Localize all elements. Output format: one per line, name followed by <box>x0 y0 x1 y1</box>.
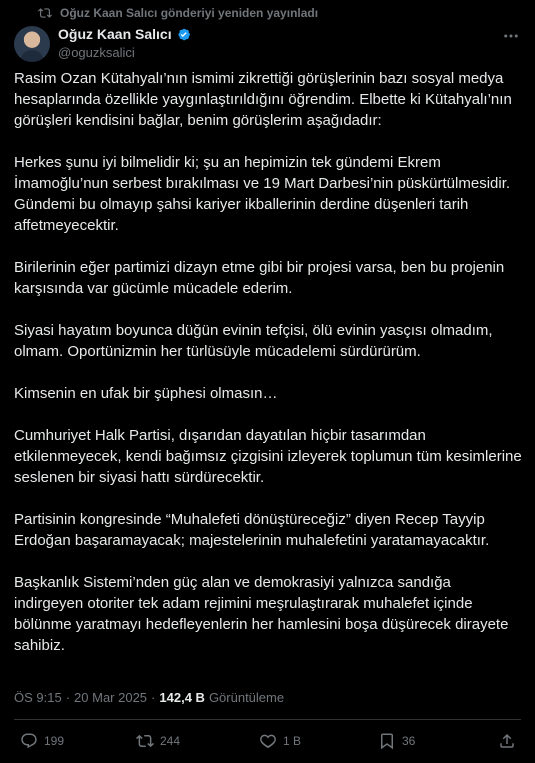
reply-button[interactable] <box>20 732 64 750</box>
repost-count: 244 <box>160 734 181 748</box>
tweet-paragraph: Cumhuriyet Halk Partisi, dışarıdan dayatılan hiçbir tasarımdan etkilenmeyecek, kendi bağımsız çizgisini izleyerek toplumun tüm kesimlerine seslenen bir siyasi hattı sürdürecektir. <box>14 427 522 486</box>
bookmark-icon <box>378 732 396 750</box>
more-options-button[interactable] <box>501 28 521 44</box>
bookmark-button[interactable] <box>378 732 415 750</box>
repost-icon <box>136 732 154 750</box>
avatar[interactable] <box>14 26 50 62</box>
tweet-paragraph: Rasim Ozan Kütahyalı’nın ismimi zikrettiği görüşlerinin bazı sosyal medya hesaplarında özellikle yaygınlaştırıldığını öğrendim. Elbette ki Kütahyalı’nın görüşleri kendisini bağlar, benim görüşlerim aşağıdadır: <box>14 70 512 129</box>
tweet-paragraph: Partisinin kongresinde “Muhalefeti dönüştüreceğiz” diyen Recep Tayyip Erdoğan başaramayacak; majestelerinin muhalefetini yaratamayacaktır. <box>14 511 490 549</box>
tweet-paragraph: Birilerinin eğer partimizi dizayn etme gibi bir projesi varsa, ben bu projenin karşısında var gücümle mücadele ederim. <box>14 259 505 297</box>
share-button[interactable] <box>498 732 516 750</box>
author-block <box>58 26 191 60</box>
author-handle[interactable]: @oguzksalici <box>58 45 135 60</box>
tweet-text <box>14 68 522 656</box>
author-name[interactable]: Oğuz Kaan Salıcı <box>58 26 172 42</box>
repost-header[interactable] <box>38 6 318 20</box>
like-count: 1 B <box>283 734 302 748</box>
tweet-paragraph: Kimsenin en ufak bir şüphesi olmasın… <box>14 385 278 402</box>
tweet-meta <box>14 690 284 705</box>
action-bar <box>14 732 521 754</box>
verified-badge-icon <box>176 27 191 42</box>
reply-icon <box>20 732 38 750</box>
more-icon <box>502 27 520 45</box>
reply-count: 199 <box>44 734 65 748</box>
meta-separator: · <box>151 690 156 705</box>
like-button[interactable] <box>259 732 301 750</box>
divider <box>14 719 521 720</box>
heart-icon <box>259 732 277 750</box>
tweet-time[interactable]: ÖS 9:15 <box>14 690 62 705</box>
repost-button[interactable] <box>136 732 180 750</box>
tweet-paragraph: Herkes şunu iyi bilmelidir ki; şu an hepimizin tek gündemi Ekrem İmamoğlu’nun serbest bırakılması ve 19 Mart Darbesi’nin püskürtülmesidir. Gündemi bu olmayıp şahsi kariyer ikballerinin derdine düşenleri tarih affetmeyecektir. <box>14 154 511 234</box>
tweet-date[interactable]: 20 Mar 2025 <box>74 690 148 705</box>
share-icon <box>498 732 516 750</box>
meta-separator: · <box>65 690 71 705</box>
repost-icon <box>38 6 52 20</box>
tweet-paragraph: Siyasi hayatım boyunca düğün evinin tefçisi, ölü evinin yasçısı olmadım, olmam. Oportünizmin her türlüsüyle mücadelemi sürdürürüm. <box>14 322 493 360</box>
views-label: Görüntüleme <box>208 690 285 705</box>
repost-header-text: Oğuz Kaan Salıcı gönderiyi yeniden yayınladı <box>60 6 319 20</box>
tweet-paragraph: Başkanlık Sistemi’nden güç alan ve demokrasiyi yalnızca sandığa indirgeyen otoriter tek adam rejimini meşrulaştırarak muhalefet içinde bölünme yaratmayı hedefleyenlerin her hamlesini boşa düşürecek dirayete sahibiz. <box>14 574 509 654</box>
views-count: 142,4 B <box>159 690 205 705</box>
bookmark-count: 36 <box>402 734 416 748</box>
